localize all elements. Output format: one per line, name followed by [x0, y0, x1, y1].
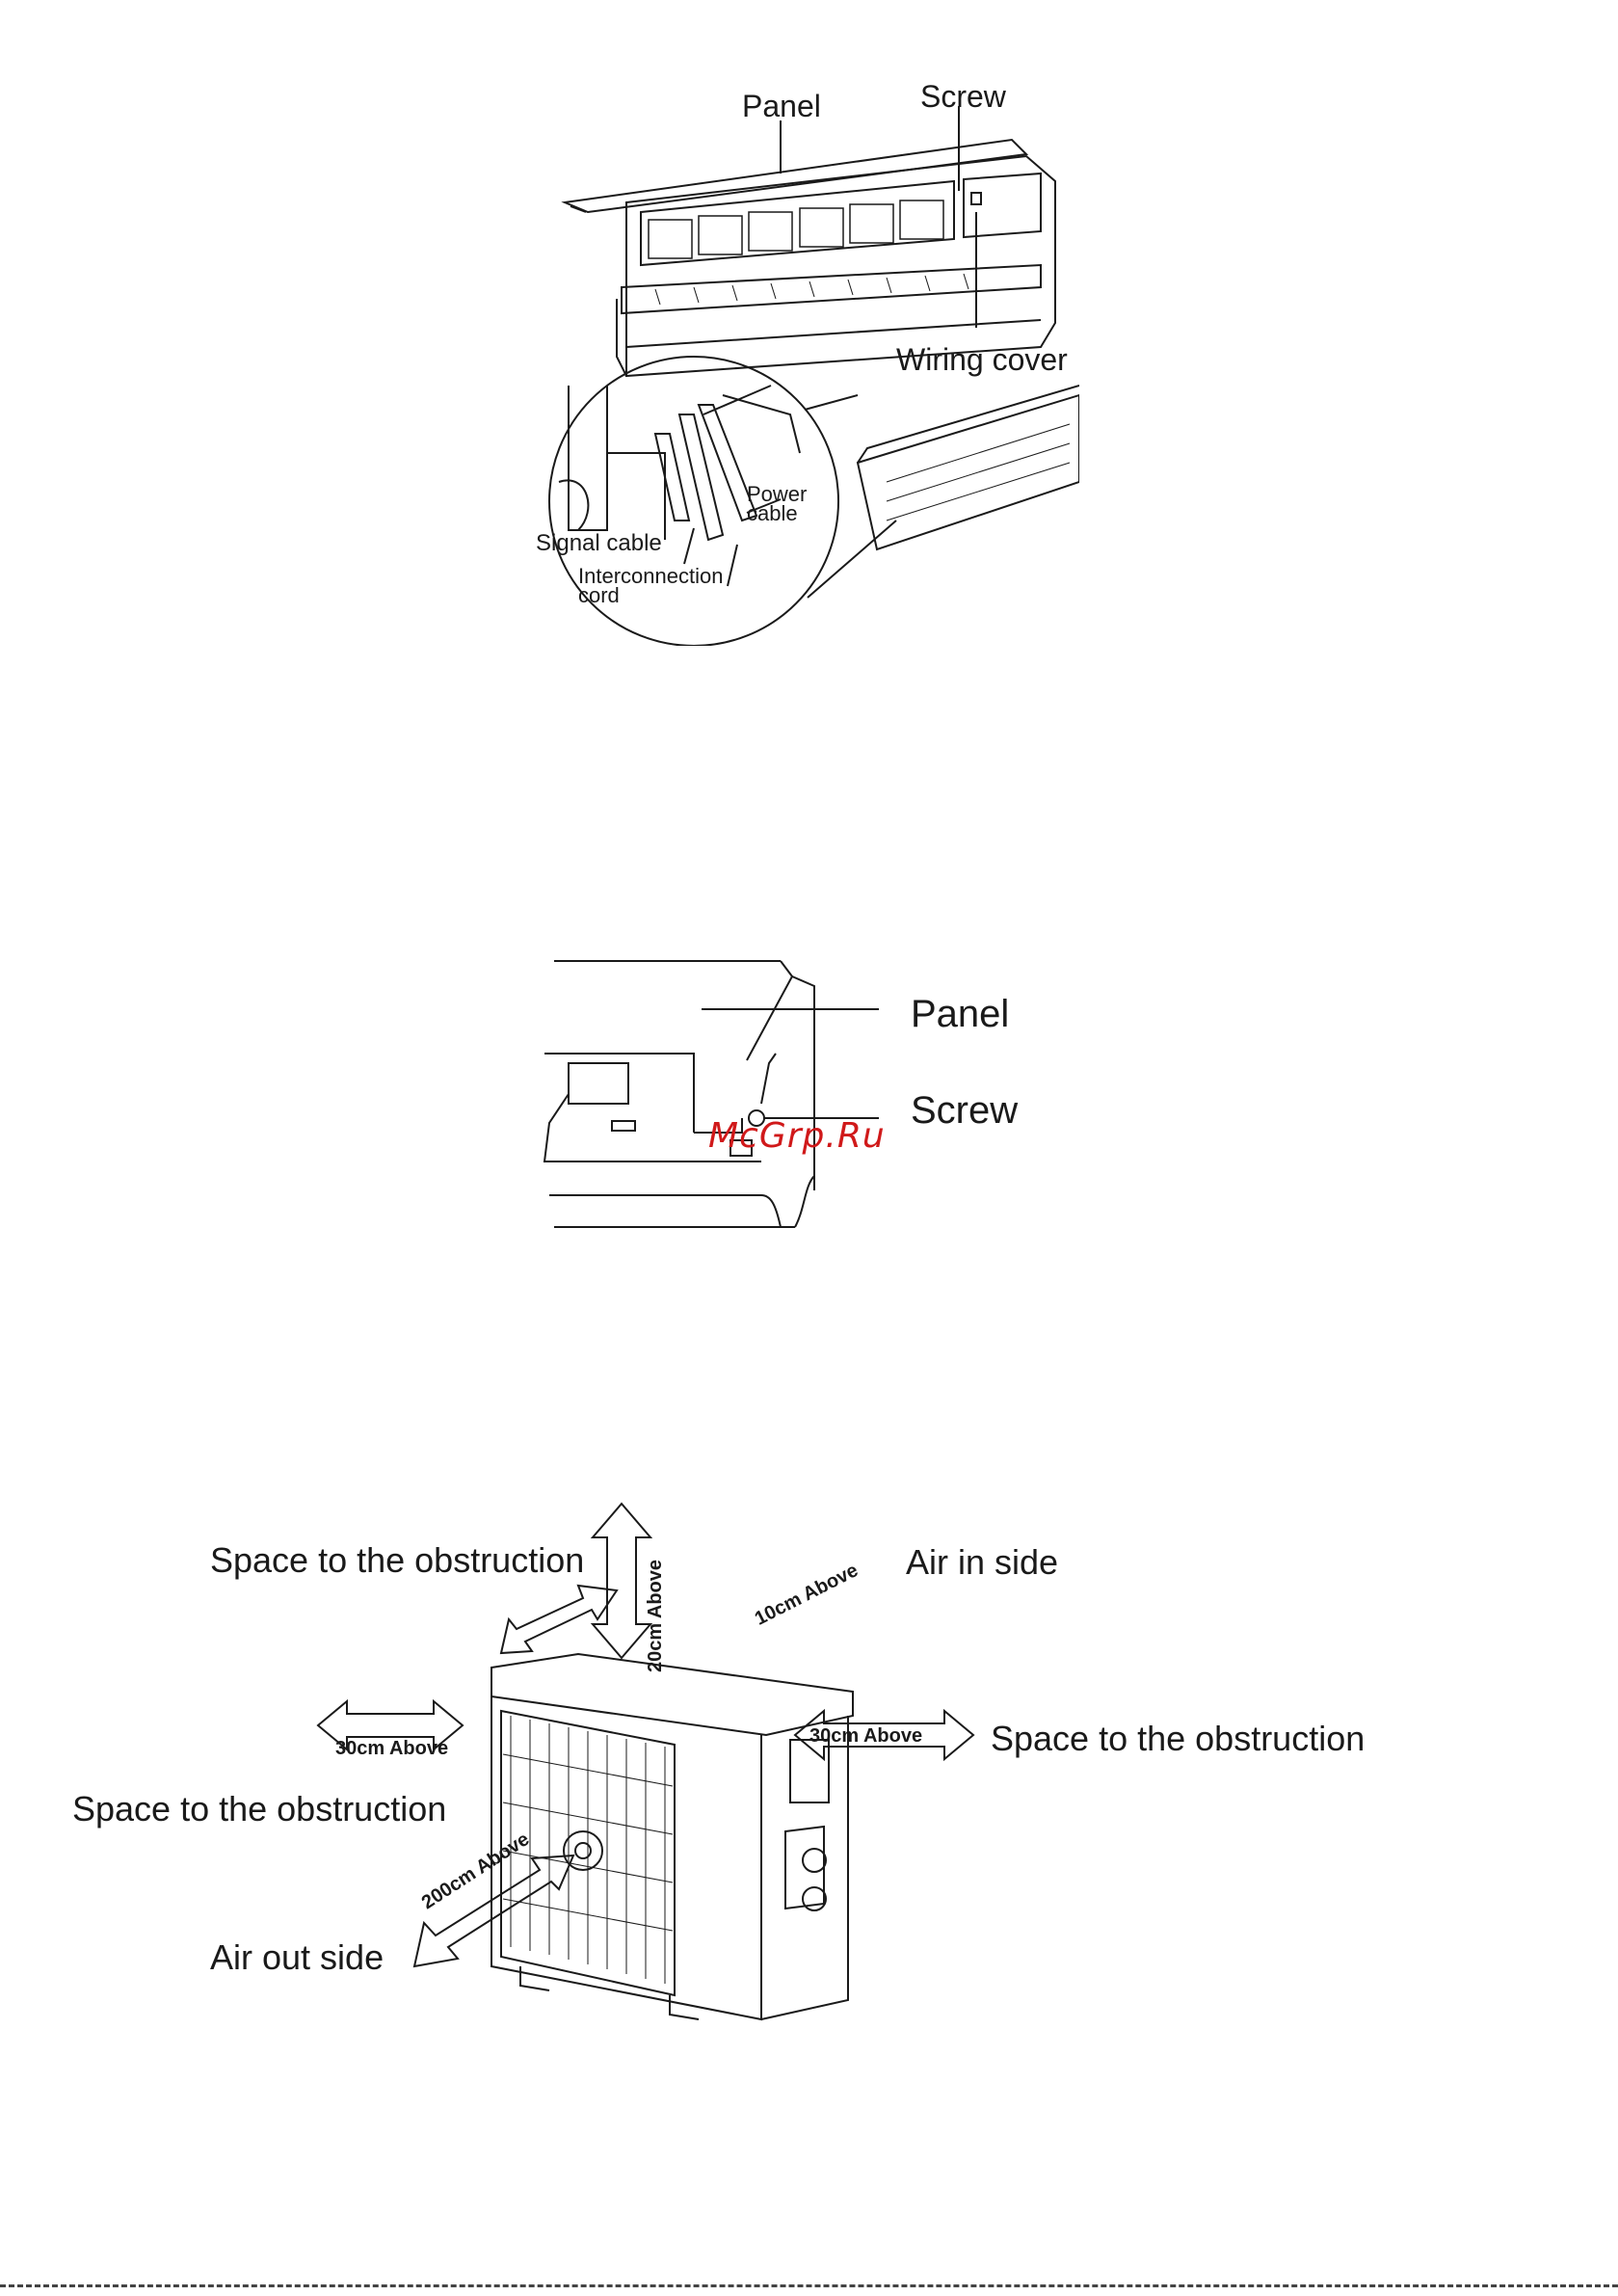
- label-panel-fig2: Panel: [911, 993, 1010, 1035]
- label-space-right: Space to the obstruction: [991, 1719, 1366, 1758]
- label-10cm-above: 10cm Above: [751, 1560, 862, 1630]
- label-space-top: Space to the obstruction: [210, 1540, 585, 1580]
- watermark-text: McGrp.Ru: [708, 1116, 886, 1156]
- label-air-out-side: Air out side: [210, 1937, 385, 1977]
- page-bottom-rule: [0, 2284, 1618, 2287]
- label-screw-fig2: Screw: [911, 1089, 1019, 1132]
- label-30cm-above-left: 30cm Above: [335, 1738, 449, 1759]
- label-wiring-cover: Wiring cover: [896, 342, 1068, 377]
- label-30cm-above-right: 30cm Above: [809, 1725, 923, 1747]
- label-200cm-above: 200cm Above: [417, 1829, 534, 1914]
- label-signal-cable: Signal cable: [536, 530, 662, 556]
- label-screw-top: Screw: [920, 79, 1006, 114]
- label-interconnection-cord: Interconnection cord: [578, 564, 724, 607]
- label-20cm-above: 20cm Above: [645, 1559, 667, 1673]
- label-space-left: Space to the obstruction: [72, 1789, 447, 1829]
- panel-screw-drawing: [540, 949, 925, 1239]
- label-air-in-side: Air in side: [906, 1542, 1059, 1582]
- figure-panel-screw: [540, 949, 925, 1239]
- label-power-cable: Power cable: [747, 482, 808, 525]
- label-panel-top: Panel: [742, 89, 821, 123]
